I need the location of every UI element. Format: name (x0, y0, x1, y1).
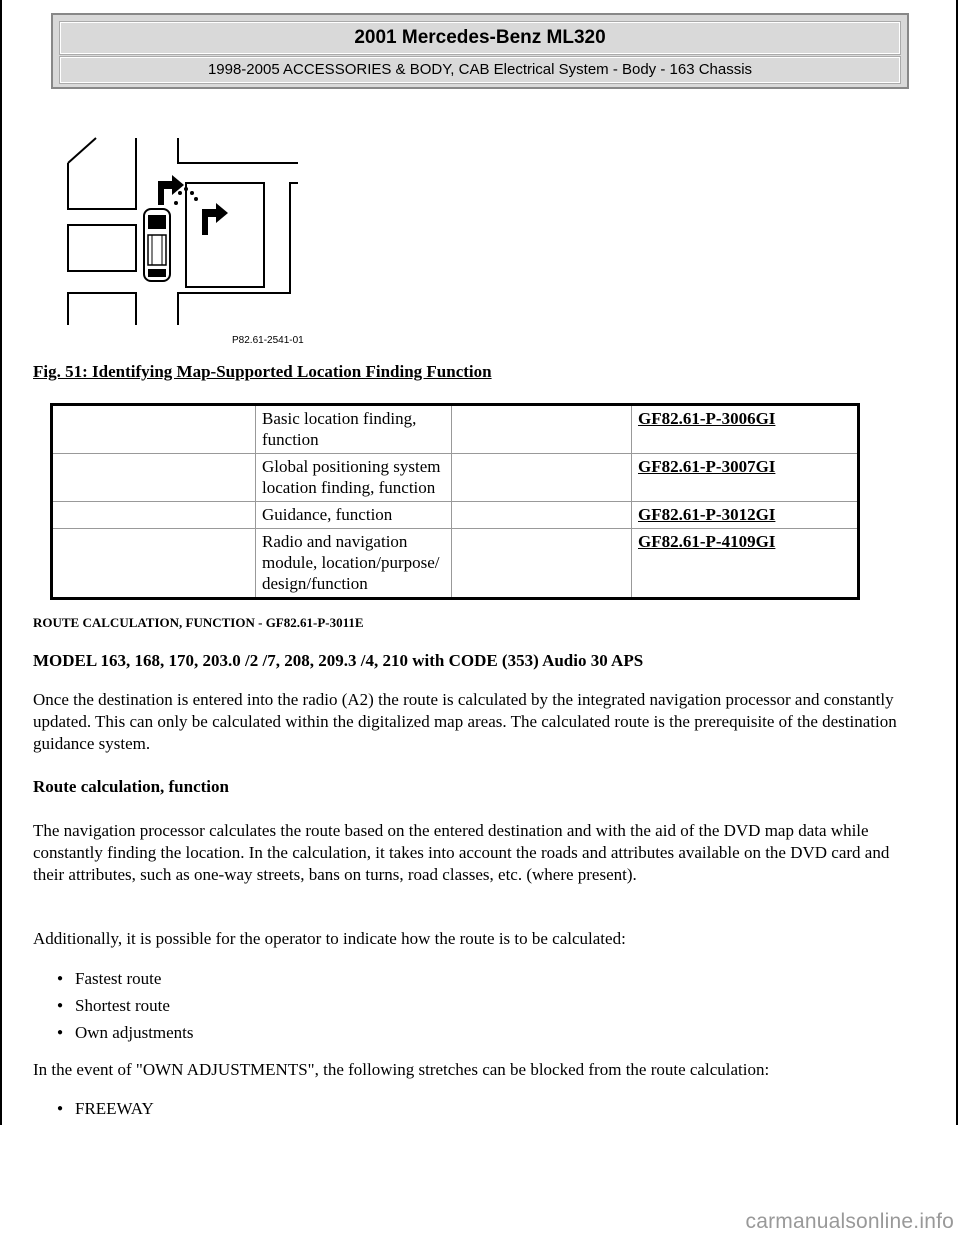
model-line: MODEL 163, 168, 170, 203.0 /2 /7, 208, 209.3 /4, 210 with CODE (353) Audio 30 APS (33, 651, 644, 670)
reference-link[interactable]: GF82.61-P-3007GI (632, 454, 859, 502)
list-item: ● FREEWAY (55, 1098, 154, 1125)
reference-text: Guidance, function (256, 502, 452, 529)
table-row (52, 502, 859, 529)
list-item: ● Shortest route (55, 995, 194, 1022)
table-row (52, 405, 859, 454)
reference-link[interactable]: GF82.61-P-3006GI (632, 405, 859, 454)
vehicle-icon (144, 209, 170, 281)
table-row (52, 529, 859, 599)
reference-link[interactable]: GF82.61-P-3012GI (632, 502, 859, 529)
route-options-list (55, 968, 194, 1049)
list-item: ● Own adjustments (55, 1022, 194, 1049)
list-item: ● Fastest route (55, 968, 194, 995)
reference-text: Global positioning system location finding, function (256, 454, 452, 502)
paragraph-own-adjustments: In the event of "OWN ADJUSTMENTS", the following stretches can be blocked from the route calculation: (33, 1060, 770, 1079)
figure-illustration (60, 133, 310, 345)
reference-link[interactable]: GF82.61-P-4109GI (632, 529, 859, 599)
watermark: carmanualsonline.info (745, 1210, 954, 1233)
table-row (52, 454, 859, 502)
paragraph-operator: Additionally, it is possible for the operator to indicate how the route is to be calculated: (33, 929, 626, 948)
document-header (51, 13, 909, 89)
figure-code-label: P82.61-2541-01 (232, 335, 304, 345)
reference-text: Basic location finding, function (256, 405, 452, 454)
header-subtitle: 1998-2005 ACCESSORIES & BODY, CAB Electrical System - Body - 163 Chassis (60, 57, 900, 83)
map-location-diagram (60, 133, 310, 345)
header-title: 2001 Mercedes-Benz ML320 (60, 22, 900, 54)
section-heading: ROUTE CALCULATION, FUNCTION - GF82.61-P-3011E (33, 615, 364, 630)
figure-caption: Fig. 51: Identifying Map-Supported Location Finding Function (33, 362, 492, 381)
paragraph-intro: Once the destination is entered into the radio (A2) the route is calculated by the integrated navigation processor and constantly updated. This can only be calculated within the digitalized map areas. The calculated route is the prerequisite of the destination guidance system. (33, 690, 897, 753)
reference-table (50, 403, 860, 600)
paragraph-calculation: The navigation processor calculates the route based on the entered destination and with the aid of the DVD map data while constantly finding the location. In the calculation, it takes into account the roads and attributes available on the DVD card and their attributes, such as one-way streets, bans on turns, road classes, etc. (where present). (33, 821, 890, 884)
reference-text: Radio and navigation module, location/purpose/ design/function (256, 529, 452, 599)
blocked-list (55, 1098, 154, 1125)
subheading: Route calculation, function (33, 777, 229, 796)
